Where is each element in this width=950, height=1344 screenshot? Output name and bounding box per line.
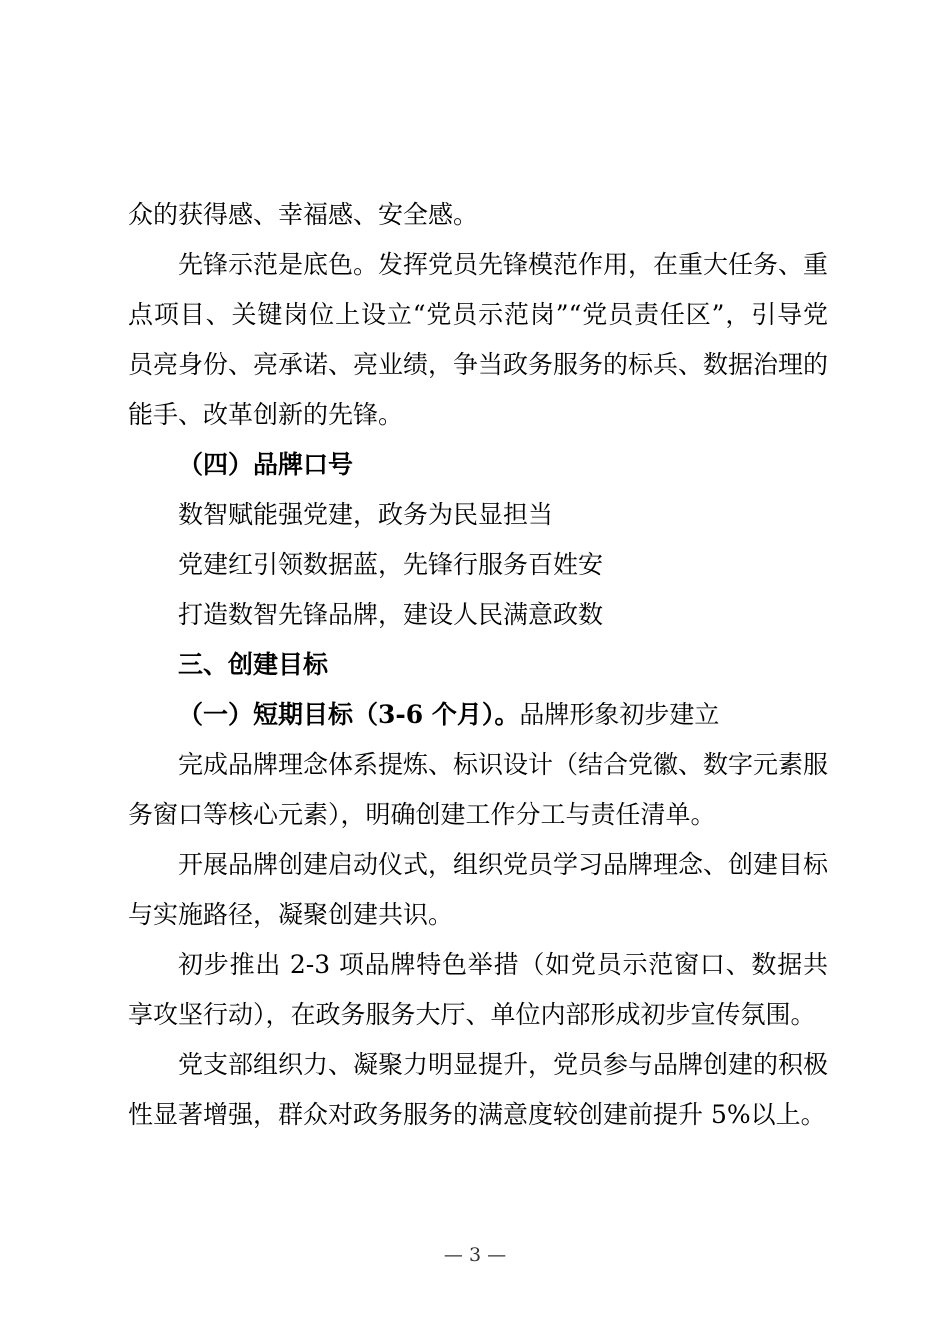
paragraph-vanguard: 先锋示范是底色。发挥党员先锋模范作用，在重大任务、重点项目、关键岗位上设立“党员示范岗”“党员责任区”，引导党员亮身份、亮承诺、亮业绩，争当政务服务的标兵、数据治理的能手、改革创新的先锋。 — [128, 250, 829, 429]
page-number: — 3 — — [443, 1244, 507, 1266]
section-heading-goals: 三、创建目标 — [178, 650, 329, 679]
paragraph-initial-measures: 初步推出 2-3 项品牌特色举措（如党员示范窗口、数据共享攻坚行动），在政务服务大厅、单位内部形成初步宣传氛围。 — [128, 950, 828, 1029]
subheading-short-term — [128, 690, 828, 740]
slogan-line-3: 打造数智先锋品牌，建设人民满意政数 — [178, 600, 604, 629]
paragraph-organization: 党支部组织力、凝聚力明显提升，党员参与品牌创建的积极性显著增强，群众对政务服务的满意度较创建前提升 5%以上。 — [128, 1050, 829, 1129]
paragraph-continued: 众的获得感、幸福感、安全感。 — [128, 200, 479, 229]
slogan-line-2: 党建红引领数据蓝，先锋行服务百姓安 — [178, 550, 604, 579]
paragraph-launch-ceremony: 开展品牌创建启动仪式，组织党员学习品牌理念、创建目标与实施路径，凝聚创建共识。 — [128, 850, 829, 929]
short-term-summary: 品牌形象初步建立 — [519, 700, 720, 729]
slogan-line-1: 数智赋能强党建，政务为民显担当 — [178, 500, 554, 529]
document-body — [128, 190, 828, 1140]
paragraph-brand-system: 完成品牌理念体系提炼、标识设计（结合党徽、数字元素服务窗口等核心元素），明确创建工作分工与责任清单。 — [128, 750, 829, 829]
short-term-label: （一）短期目标（3-6 个月）。 — [178, 700, 520, 729]
section-heading-slogan: （四）品牌口号 — [178, 450, 354, 479]
